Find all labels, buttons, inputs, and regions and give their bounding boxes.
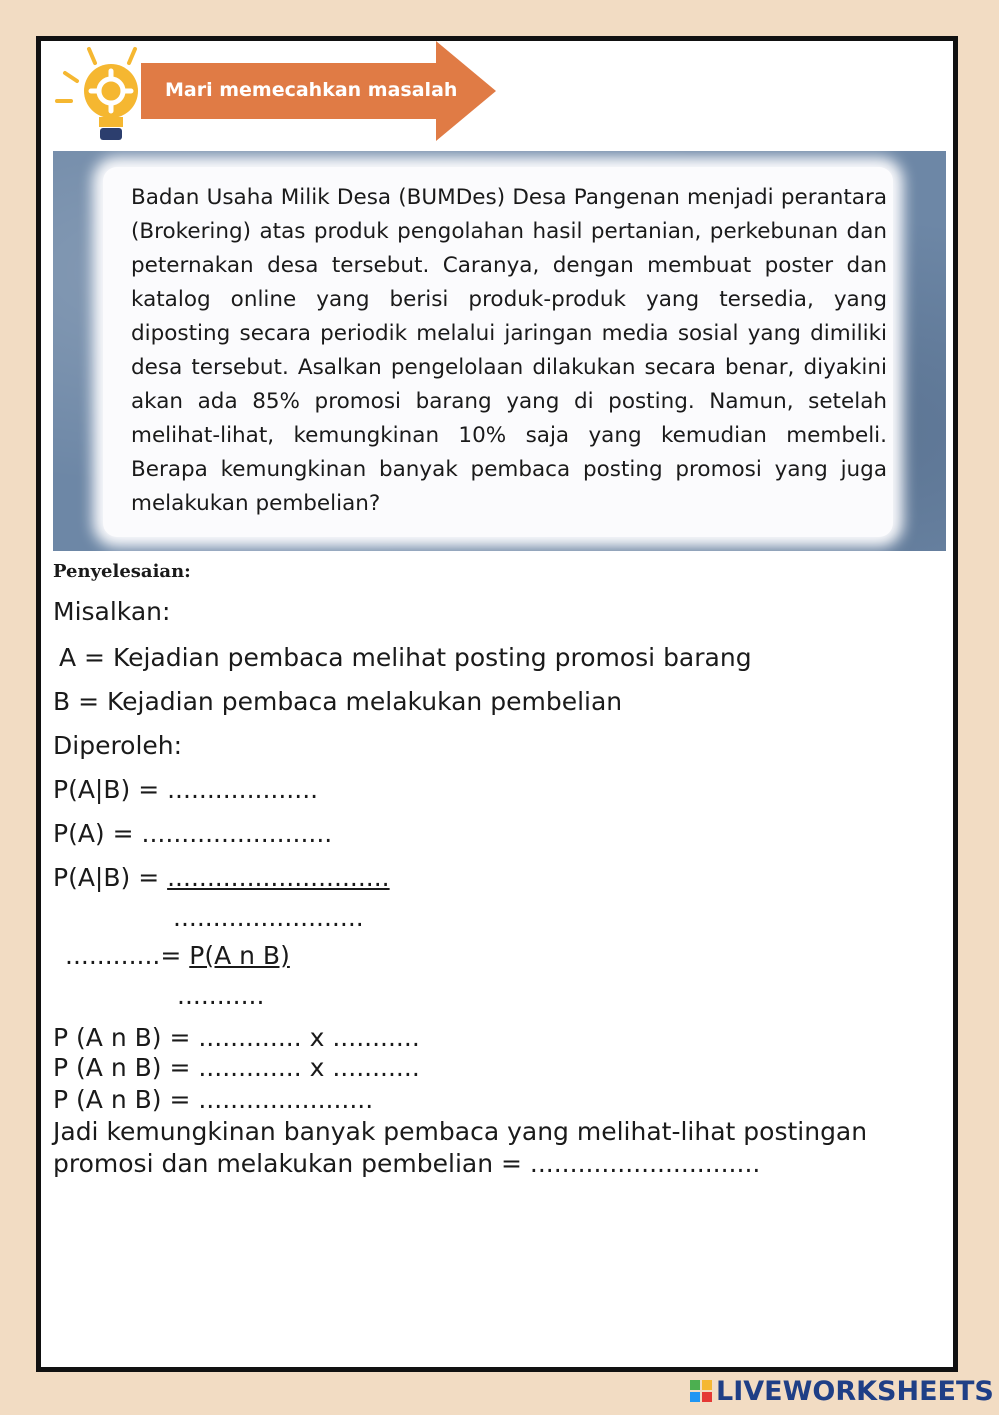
liveworksheets-watermark: LIVEWORKSHEETS: [716, 1376, 994, 1407]
answer-line-p-a[interactable]: P(A) = ........................: [53, 819, 333, 848]
conclusion-line-1: Jadi kemungkinan banyak pembaca yang melihat-lihat postingan: [53, 1117, 868, 1146]
problem-card: [53, 151, 946, 551]
conclusion-line-2[interactable]: promosi dan melakukan pembelian = .............................: [53, 1149, 761, 1178]
answer-line-intersection-3[interactable]: P (A n B) = ......................: [53, 1085, 374, 1114]
rearranged-blank[interactable]: ............=: [65, 941, 190, 970]
formula-rearranged: [65, 941, 290, 970]
answer-line-p-a-given-b[interactable]: P(A|B) = ...................: [53, 775, 319, 804]
banner-title: Mari memecahkan masalah: [165, 79, 458, 101]
problem-text: Badan Usaha Milik Desa (BUMDes) Desa Pangenan menjadi perantara (Brokering) atas produk pengolahan hasil pertanian, perkebunan dan peternakan desa tersebut. Caranya, dengan membuat poster dan katalog online yang berisi produk-produk yang tersedia, yang diposting secara periodik melalui jaringan media sosial yang dimiliki desa tersebut. Asalkan pengelolaan dilakukan secara benar, diyakini akan ada 85% promosi barang yang di posting. Namun, setelah melihat-lihat, kemungkinan 10% saja yang kemudian membeli. Berapa kemungkinan banyak pembaca posting promosi yang juga melakukan pembelian?: [131, 185, 887, 516]
answer-line-intersection-2[interactable]: P (A n B) = ............. x ...........: [53, 1053, 420, 1082]
misalkan-label: Misalkan:: [53, 597, 171, 626]
worksheet-page: [36, 36, 958, 1372]
definition-b: B = Kejadian pembaca melakukan pembelian: [53, 687, 623, 716]
solution-label: Penyelesaian:: [53, 561, 191, 582]
liveworksheets-logo-icon: [690, 1380, 712, 1404]
formula-denominator-blank[interactable]: ........................: [173, 903, 364, 932]
definition-a: A = Kejadian pembaca melihat posting promosi barang: [59, 643, 752, 672]
rearranged-denominator-blank[interactable]: ...........: [177, 981, 265, 1010]
formula-numerator-blank[interactable]: ............................: [167, 863, 390, 892]
answer-line-intersection-1[interactable]: P (A n B) = ............. x ...........: [53, 1023, 420, 1052]
formula-prefix: P(A|B) =: [53, 863, 168, 892]
diperoleh-label: Diperoleh:: [53, 731, 183, 760]
rearranged-formula: P(A n B): [189, 941, 290, 970]
formula-line: [53, 863, 390, 892]
